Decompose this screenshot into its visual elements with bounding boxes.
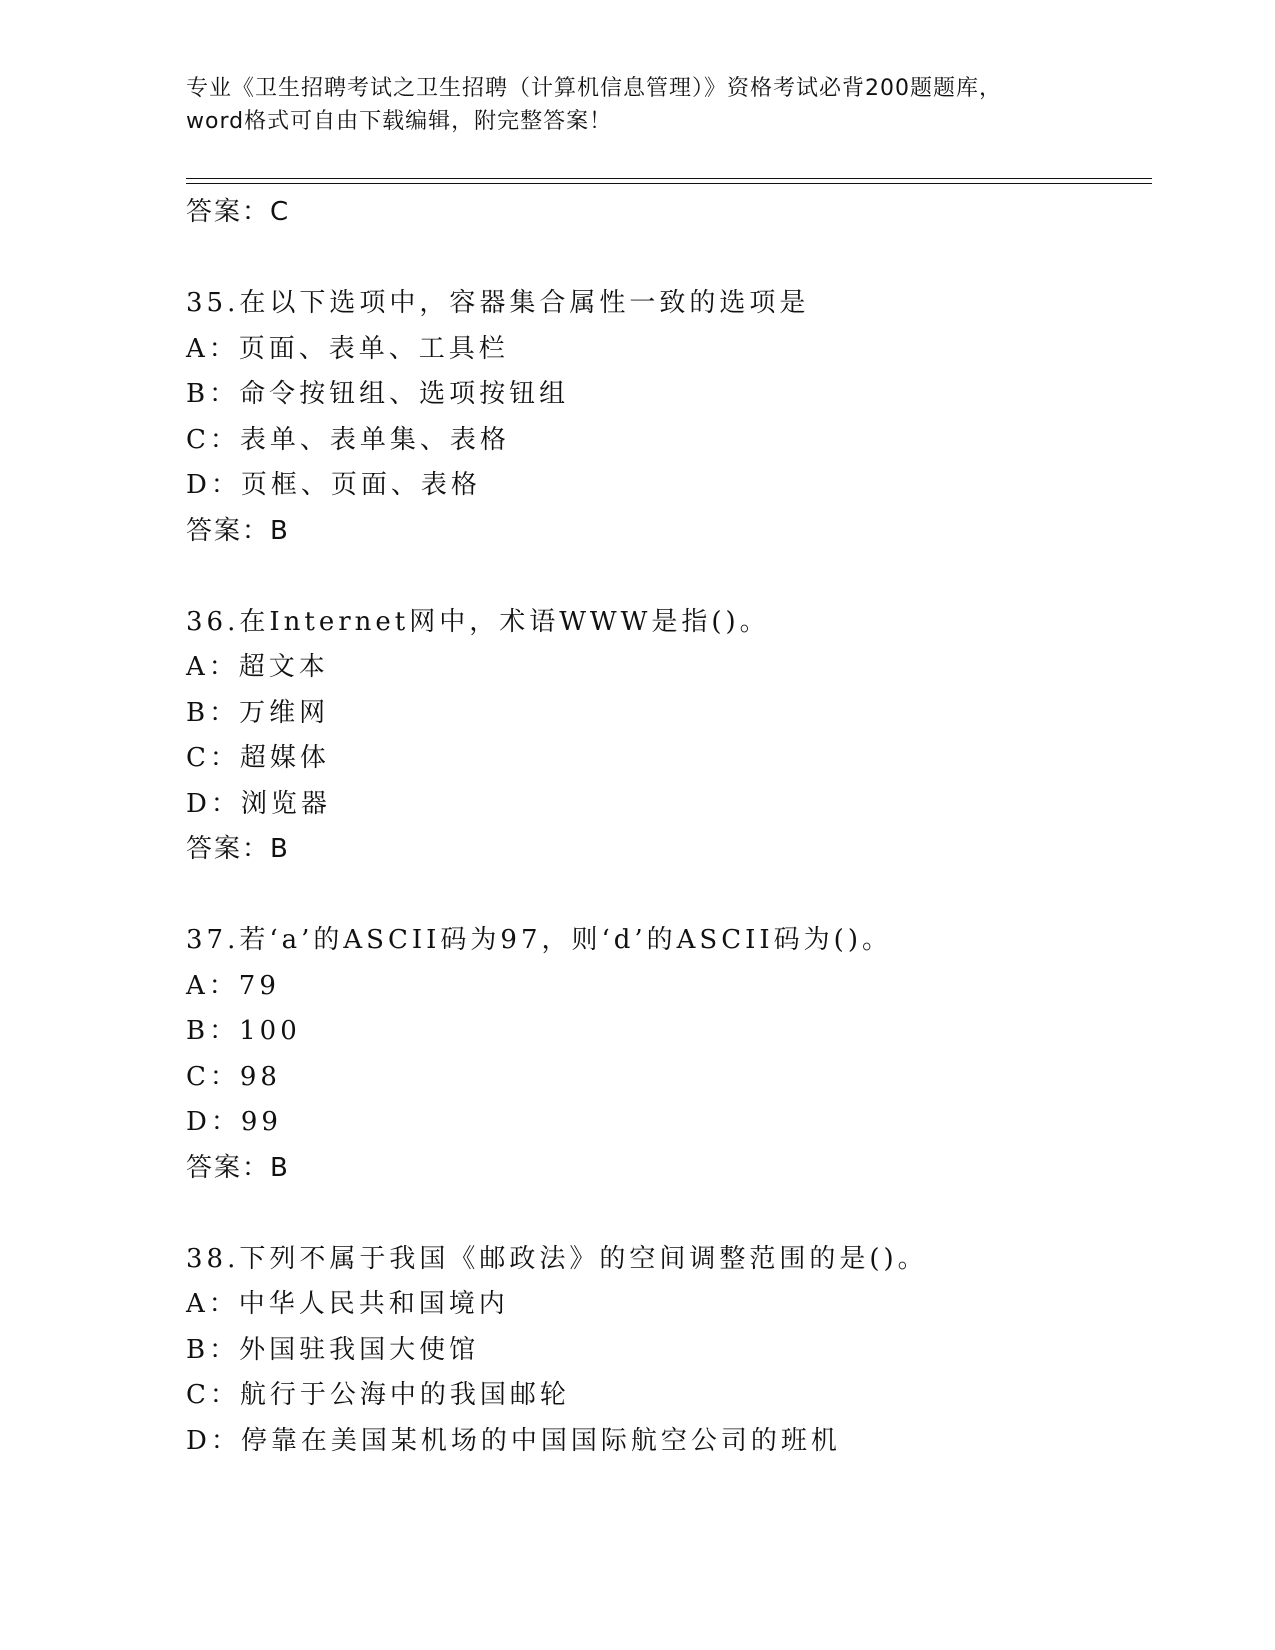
option-a: A：79 — [186, 970, 280, 1001]
option-a: A：中华人民共和国境内 — [186, 1289, 509, 1319]
question-text: 36.在Internet网中，术语WWW是指()。 — [186, 606, 770, 637]
header-line-1: 专业《卫生招聘考试之卫生招聘（计算机信息管理）》资格考试必背200题题库， — [186, 76, 1002, 101]
question-text: 38.下列不属于我国《邮政法》的空间调整范围的是()。 — [186, 1243, 928, 1274]
option-d: D：页框、页面、表格 — [186, 470, 481, 500]
option-b: B：100 — [186, 1016, 301, 1046]
header-divider-bottom — [186, 183, 1152, 184]
answer-line: 答案：C — [186, 197, 291, 227]
question-block — [186, 918, 1146, 1191]
option-b: B：外国驻我国大使馆 — [186, 1334, 480, 1365]
answer-line: 答案：B — [186, 1152, 290, 1183]
option-b: B：万维网 — [186, 697, 330, 728]
spacer — [186, 236, 1146, 282]
spacer — [186, 873, 1146, 919]
answer-line: 答案：B — [186, 515, 290, 546]
header-divider-top — [186, 178, 1152, 179]
question-block — [186, 600, 1146, 873]
option-d: D：停靠在美国某机场的中国国际航空公司的班机 — [186, 1425, 841, 1456]
header-line-2: word格式可自由下载编辑，附完整答案！ — [186, 109, 613, 134]
question-text: 37.若‘a’的ASCII码为97，则‘d’的ASCII码为()。 — [186, 925, 892, 955]
option-a: A：页面、表单、工具栏 — [186, 333, 509, 364]
option-d: D：99 — [186, 1107, 282, 1137]
question-list — [186, 190, 1146, 1464]
question-block — [186, 1237, 1146, 1465]
question-text: 35.在以下选项中，容器集合属性一致的选项是 — [186, 288, 810, 318]
option-c: C：表单、表单集、表格 — [186, 424, 510, 455]
option-c: C：超媒体 — [186, 743, 330, 773]
spacer — [186, 554, 1146, 600]
answer-line: 答案：B — [186, 834, 290, 864]
option-d: D：浏览器 — [186, 788, 331, 819]
option-c: C：航行于公海中的我国邮轮 — [186, 1380, 570, 1410]
document-header — [186, 72, 1146, 138]
question-block — [186, 281, 1146, 554]
spacer — [186, 1191, 1146, 1237]
option-a: A：超文本 — [186, 652, 329, 682]
option-c: C：98 — [186, 1061, 281, 1092]
option-b: B：命令按钮组、选项按钮组 — [186, 379, 570, 409]
